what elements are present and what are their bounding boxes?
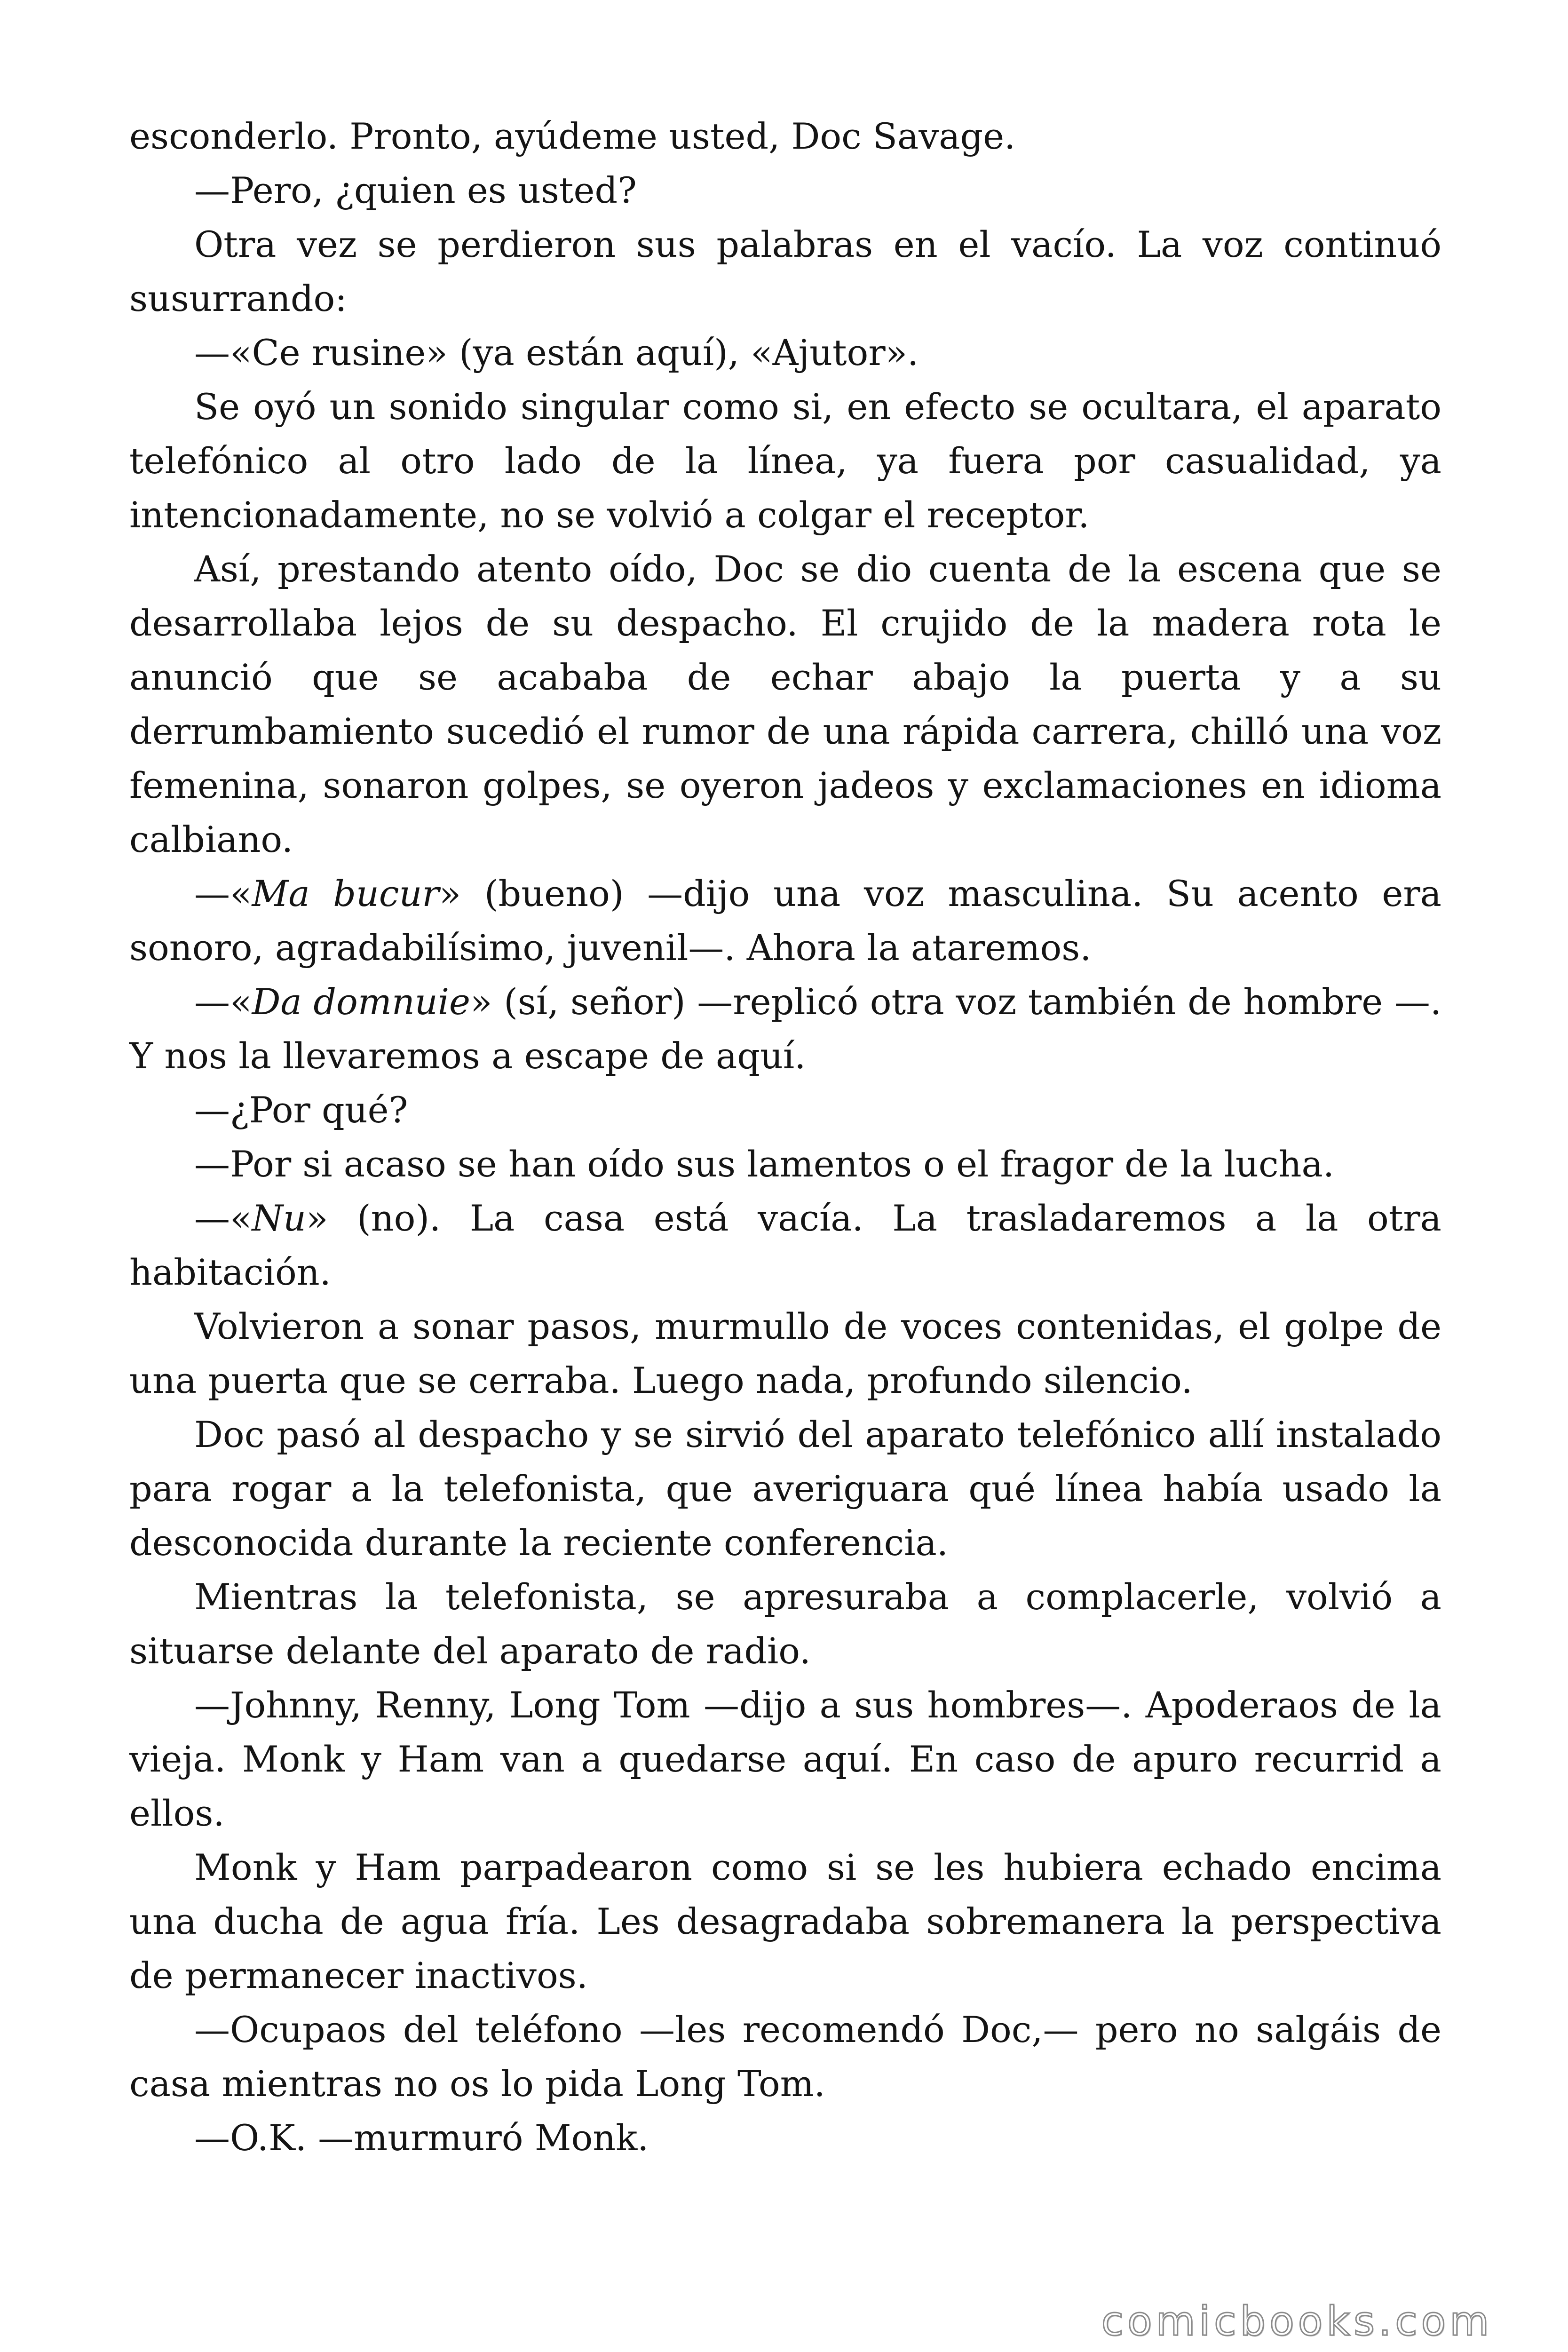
watermark-logo: comicbooks.com xyxy=(1101,2298,1493,2345)
paragraph-text: Mientras la telefonista, se apresuraba a complacerle, volvió a situarse delante del aparato de radio. xyxy=(129,1576,1441,1672)
paragraph xyxy=(129,2002,1441,2111)
paragraph xyxy=(129,2111,1441,2165)
paragraph xyxy=(129,380,1441,542)
paragraph-text: —Pero, ¿quien es usted? xyxy=(194,169,637,211)
paragraph-text: Monk y Ham parpadearon como si se les hubiera echado encima una ducha de agua fría. Les desagradaba sobremanera la perspectiva de permanecer inactivos. xyxy=(129,1846,1441,1996)
book-page-text xyxy=(129,109,1441,2165)
paragraph-text: Otra vez se perdieron sus palabras en el vacío. La voz continuó susurrando: xyxy=(129,223,1441,319)
paragraph xyxy=(129,1083,1441,1137)
paragraph xyxy=(129,1407,1441,1570)
paragraph-text: —Por si acaso se han oído sus lamentos o el fragor de la lucha. xyxy=(194,1143,1334,1185)
paragraph-text: —¿Por qué? xyxy=(194,1089,408,1131)
paragraph-italic-text: Ma bucur xyxy=(252,873,439,914)
paragraph-text: Se oyó un sonido singular como si, en efecto se ocultara, el aparato telefónico al otro lado de la línea, ya fuera por casualidad, ya intencionadamente, no se volvió a colgar el receptor. xyxy=(129,386,1441,536)
paragraph-text: —Ocupaos del teléfono —les recomendó Doc,— pero no salgáis de casa mientras no os lo pida Long Tom. xyxy=(129,2009,1441,2105)
paragraph-italic-text: Nu xyxy=(252,1197,306,1239)
paragraph xyxy=(129,1678,1441,1840)
paragraph-text: » (sí, señor) —replicó otra voz también de hombre —. Y nos la llevaremos a escape de aquí. xyxy=(129,981,1441,1077)
paragraph xyxy=(129,1137,1441,1191)
paragraph xyxy=(129,163,1441,217)
paragraph-text: —Johnny, Renny, Long Tom —dijo a sus hombres—. Apoderaos de la vieja. Monk y Ham van a quedarse aquí. En caso de apuro recurrid a ellos. xyxy=(129,1684,1441,1834)
paragraph-text: —« xyxy=(194,873,252,914)
paragraph xyxy=(129,217,1441,326)
paragraph-text: —«Ce rusine» (ya están aquí), «Ajutor». xyxy=(194,332,919,373)
paragraph-text: esconderlo. Pronto, ayúdeme usted, Doc Savage. xyxy=(129,115,1016,157)
paragraph xyxy=(129,109,1441,163)
paragraph-italic-text: Da domnuie xyxy=(252,981,471,1023)
paragraph-text: —O.K. —murmuró Monk. xyxy=(194,2117,649,2159)
paragraph-text: » (no). La casa está vacía. La trasladaremos a la otra habitación. xyxy=(129,1197,1441,1293)
paragraph-text: Así, prestando atento oído, Doc se dio cuenta de la escena que se desarrollaba lejos de su despacho. El crujido de la madera rota le anunció que se acababa de echar abajo la puerta y a su derrumbamiento sucedió el rumor de una rápida carrera, chilló una voz femenina, sonaron golpes, se oyeron jadeos y exclamaciones en idioma calbiano. xyxy=(129,548,1441,860)
paragraph-text: —« xyxy=(194,1197,252,1239)
paragraph-text: Volvieron a sonar pasos, murmullo de voces contenidas, el golpe de una puerta que se cerraba. Luego nada, profundo silencio. xyxy=(129,1305,1441,1401)
paragraph xyxy=(129,1570,1441,1678)
paragraph-text: » (bueno) —dijo una voz masculina. Su acento era sonoro, agradabilísimo, juvenil—. Ahora la ataremos. xyxy=(129,873,1441,969)
paragraph xyxy=(129,326,1441,380)
paragraph xyxy=(129,975,1441,1083)
paragraph xyxy=(129,1840,1441,2002)
paragraph-text: Doc pasó al despacho y se sirvió del aparato telefónico allí instalado para rogar a la telefonista, que averiguara qué línea había usado la desconocida durante la reciente conferencia. xyxy=(129,1414,1441,1564)
paragraph xyxy=(129,542,1441,866)
paragraph-text: —« xyxy=(194,981,252,1023)
paragraph xyxy=(129,866,1441,975)
paragraph xyxy=(129,1299,1441,1407)
paragraph xyxy=(129,1191,1441,1299)
